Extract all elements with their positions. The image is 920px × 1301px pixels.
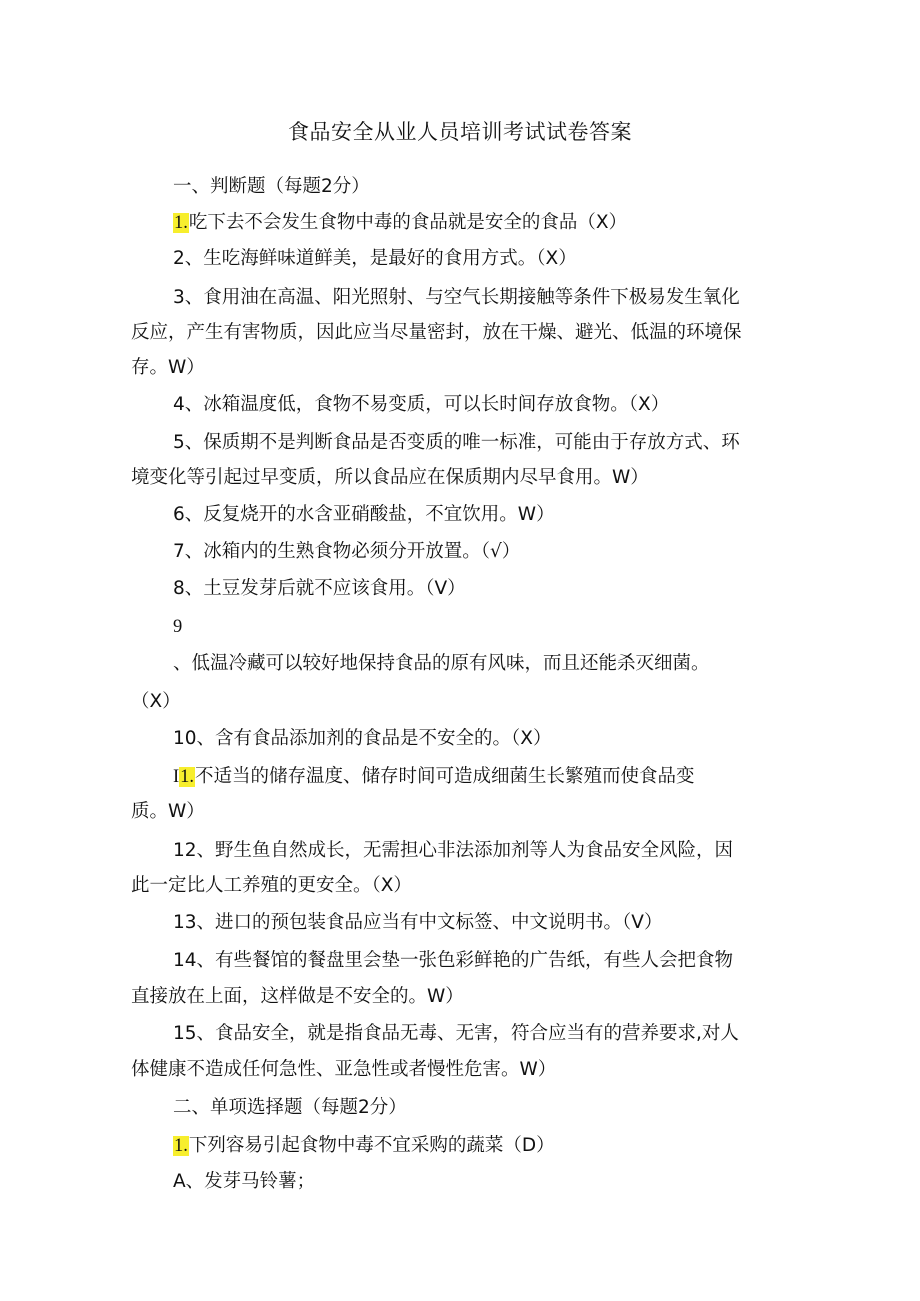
section-1-heading: 一、判断题（每题2分） — [173, 176, 370, 197]
question-14-line-2: 直接放在上面，这样做是不安全的。W） — [131, 986, 464, 1007]
question-5-line-1: 5、保质期不是判断食品是否变质的唯一标准，可能由于存放方式、环 — [173, 432, 740, 453]
question-15-line-2: 体健康不造成任何急性、亚急性或者慢性危害。W） — [131, 1059, 557, 1080]
question-9-number: 9 — [173, 617, 183, 637]
question-3-line-2: 反应，产生有害物质，因此应当尽量密封，放在干燥、避光、低温的环境保 — [131, 322, 742, 343]
page-title: 食品安全从业人员培训考试试卷答案 — [288, 120, 632, 144]
question-4: 4、冰箱温度低，食物不易变质，可以长时间存放食物。（X） — [173, 394, 670, 415]
option-a: A、发芽马铃薯； — [173, 1171, 316, 1192]
question-11-line-1 — [173, 762, 695, 792]
question-1 — [173, 208, 627, 238]
question-11-line-2: 质。W） — [131, 801, 205, 822]
question-15-line-1: 15、食品安全，就是指食品无毒、无害，符合应当有的营养要求,对人 — [173, 1023, 739, 1044]
question-14-line-1: 14、有些餐馆的餐盘里会垫一张色彩鲜艳的广告纸，有些人会把食物 — [173, 950, 734, 971]
question-13: 13、进口的预包装食品应当有中文标签、中文说明书。（V） — [173, 912, 663, 933]
question-9-text: 、低温冷藏可以较好地保持食品的原有风味，而且还能杀灭细菌。 — [173, 653, 710, 674]
question-3-line-3: 存。W） — [131, 357, 205, 378]
question-8: 8、土豆发芽后就不应该食用。（V） — [173, 578, 466, 599]
question-5-line-2: 境变化等引起过早变质，所以食品应在保质期内尽早食用。W） — [131, 467, 649, 488]
question-3-line-1: 3、食用油在高温、阳光照射、与空气长期接触等条件下极易发生氧化 — [173, 287, 740, 308]
question-12-line-1: 12、野生鱼自然成长，无需担心非法添加剂等人为食品安全风险，因 — [173, 840, 734, 861]
question-10: 10、含有食品添加剂的食品是不安全的。（X） — [173, 728, 552, 749]
question-12-line-2: 此一定比人工养殖的更安全。（X） — [131, 875, 412, 896]
question-2: 2、生吃海鲜味道鲜美，是最好的食用方式。（X） — [173, 248, 577, 269]
choice-question-1 — [173, 1131, 555, 1161]
question-text: 下列容易引起食物中毒不宜采购的蔬菜（D） — [188, 1135, 555, 1156]
highlighted-number: 1. — [180, 767, 195, 787]
highlighted-number: 1. — [174, 1136, 188, 1156]
question-6: 6、反复烧开的水含亚硝酸盐，不宜饮用。W） — [173, 504, 555, 525]
question-text: 不适当的储存温度、储存时间可造成细菌生长繁殖而使食品变 — [195, 766, 695, 787]
question-9-answer: （X） — [131, 691, 181, 712]
number-prefix: I — [173, 767, 180, 787]
question-text: 吃下去不会发生食物中毒的食品就是安全的食品（X） — [188, 212, 628, 233]
question-7: 7、冰箱内的生熟食物必须分开放置。（√） — [173, 541, 521, 562]
section-2-heading: 二、单项选择题（每题2分） — [173, 1097, 407, 1118]
highlighted-number: 1. — [174, 213, 188, 233]
